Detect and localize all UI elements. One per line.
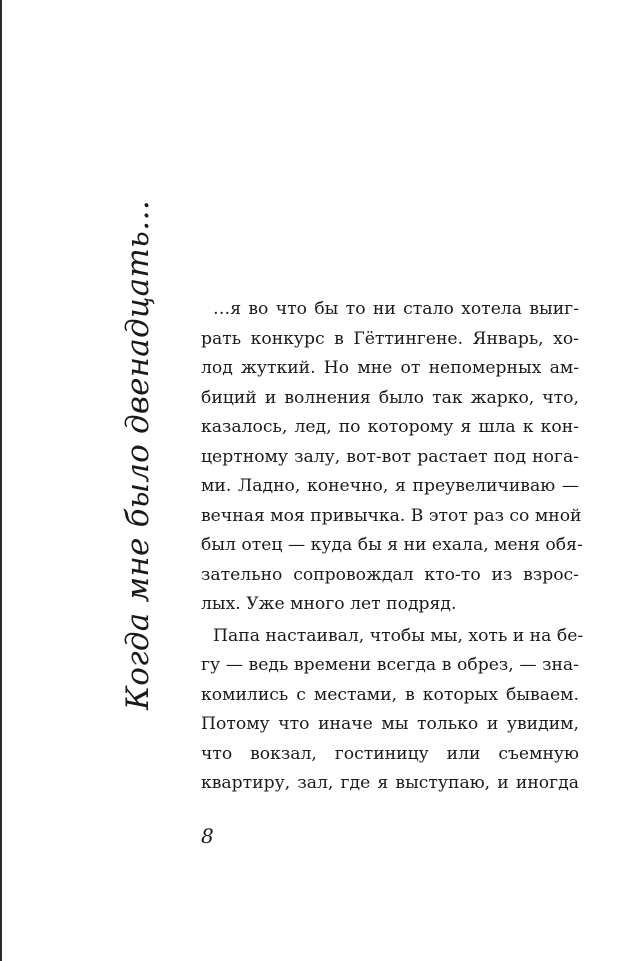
text-line: квартиру, зал, где я выступаю, и иногда: [201, 773, 579, 793]
text-line: что вокзал, гостиницу или съемную: [201, 743, 579, 764]
text-line: …я во что бы то ни стало хотела выиг-: [213, 299, 579, 319]
paragraph-1: [201, 295, 583, 620]
text-line: Папа настаивал, чтобы мы, хоть и на бе-: [213, 625, 584, 646]
text-line: комились с местами, в которых бываем.: [201, 684, 579, 705]
text-line: гу — ведь времени всегда в обрез, — зна-: [201, 655, 579, 675]
text-line: был отец — куда бы я ни ехала, меня обя-: [201, 535, 583, 555]
page-edge-rule: [0, 0, 2, 961]
text-line: лых. Уже много лет подряд.: [201, 594, 457, 614]
text-line: Потому что иначе мы только и увидим,: [201, 714, 579, 734]
paragraph-2: [201, 622, 584, 799]
text-line: казалось, лед, по которому я шла к кон-: [201, 417, 579, 437]
text-line: биций и волнения было так жарко, что,: [201, 387, 579, 408]
text-line: лод жуткий. Но мне от непомерных ам-: [201, 358, 579, 378]
text-line: ми. Ладно, конечно, я преувеличиваю —: [201, 476, 579, 496]
text-line: рать конкурс в Гёттингене. Январь, хо-: [201, 328, 579, 349]
text-line: зательно сопровождал кто-то из взрос-: [201, 564, 579, 585]
text-line: вечная моя привычка. В этот раз со мной: [201, 505, 582, 526]
page-number: 8: [201, 824, 214, 848]
body-text: [201, 295, 584, 799]
text-line: цертному залу, вот-вот растает под нога-: [201, 446, 579, 467]
running-head-vertical: Когда мне было двенадцать…: [120, 199, 156, 710]
